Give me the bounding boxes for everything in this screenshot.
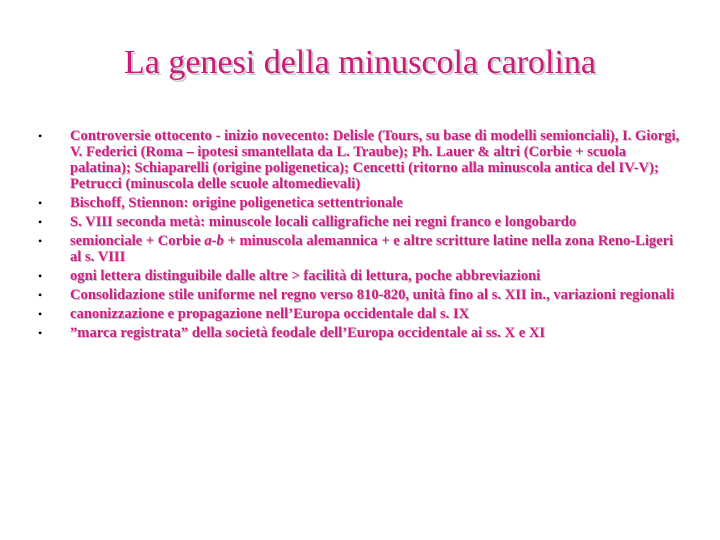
bullet-item	[38, 268, 686, 284]
bullet-text: semionciale + Corbie a-b + minuscola alemannica + e altre scritture latine nella zona Reno-Ligeri al s. VIII	[70, 233, 674, 265]
bullet-text: canonizzazione e propagazione nell’Europa occidentale dal s. IX	[70, 306, 470, 322]
bullet-point-icon: •	[38, 129, 43, 143]
bullet-point-icon: •	[38, 234, 43, 248]
bullet-text: Bischoff, Stiennon: origine poligenetica settentrionale	[70, 195, 403, 211]
bullet-point-icon: •	[38, 269, 43, 283]
bullet-text: Consolidazione stile uniforme nel regno verso 810-820, unità fino al s. XII in., variazioni regionali	[70, 287, 675, 303]
bullet-text: S. VIII seconda metà: minuscole locali calligrafiche nei regni franco e longobardo	[70, 214, 577, 230]
bullet-point-icon: •	[38, 288, 43, 302]
bullet-point-icon: •	[38, 326, 43, 340]
bullet-point-icon: •	[38, 307, 43, 321]
bullet-item	[38, 195, 686, 211]
bullet-item	[38, 214, 686, 230]
bullet-item	[38, 128, 686, 192]
bullet-text: Controversie ottocento - inizio novecento: Delisle (Tours, su base di modelli semionciali), I. Giorgi, V. Federici (Roma – ipotesi smantellata da L. Traube); Ph. Lauer & altri (Corbie + scuola palatina); Schiaparelli (origine poligenetica); Cencetti (ritorno alla minuscola antica del IV-V); Petrucci (minuscola delle scuole altomedievali)	[70, 128, 680, 192]
bullet-text: ”marca registrata” della società feodale dell’Europa occidentale ai ss. X e XI	[70, 325, 546, 341]
bullet-item	[38, 325, 686, 341]
bullet-item	[38, 287, 686, 303]
bullet-item	[38, 306, 686, 322]
bullet-point-icon: •	[38, 215, 43, 229]
bullet-list	[38, 128, 686, 344]
bullet-item	[38, 233, 686, 265]
slide-title: La genesi della minuscola carolina	[123, 44, 597, 81]
bullet-text: ogni lettera distinguibile dalle altre > facilità di lettura, poche abbreviazioni	[70, 268, 541, 284]
bullet-point-icon: •	[38, 196, 43, 210]
